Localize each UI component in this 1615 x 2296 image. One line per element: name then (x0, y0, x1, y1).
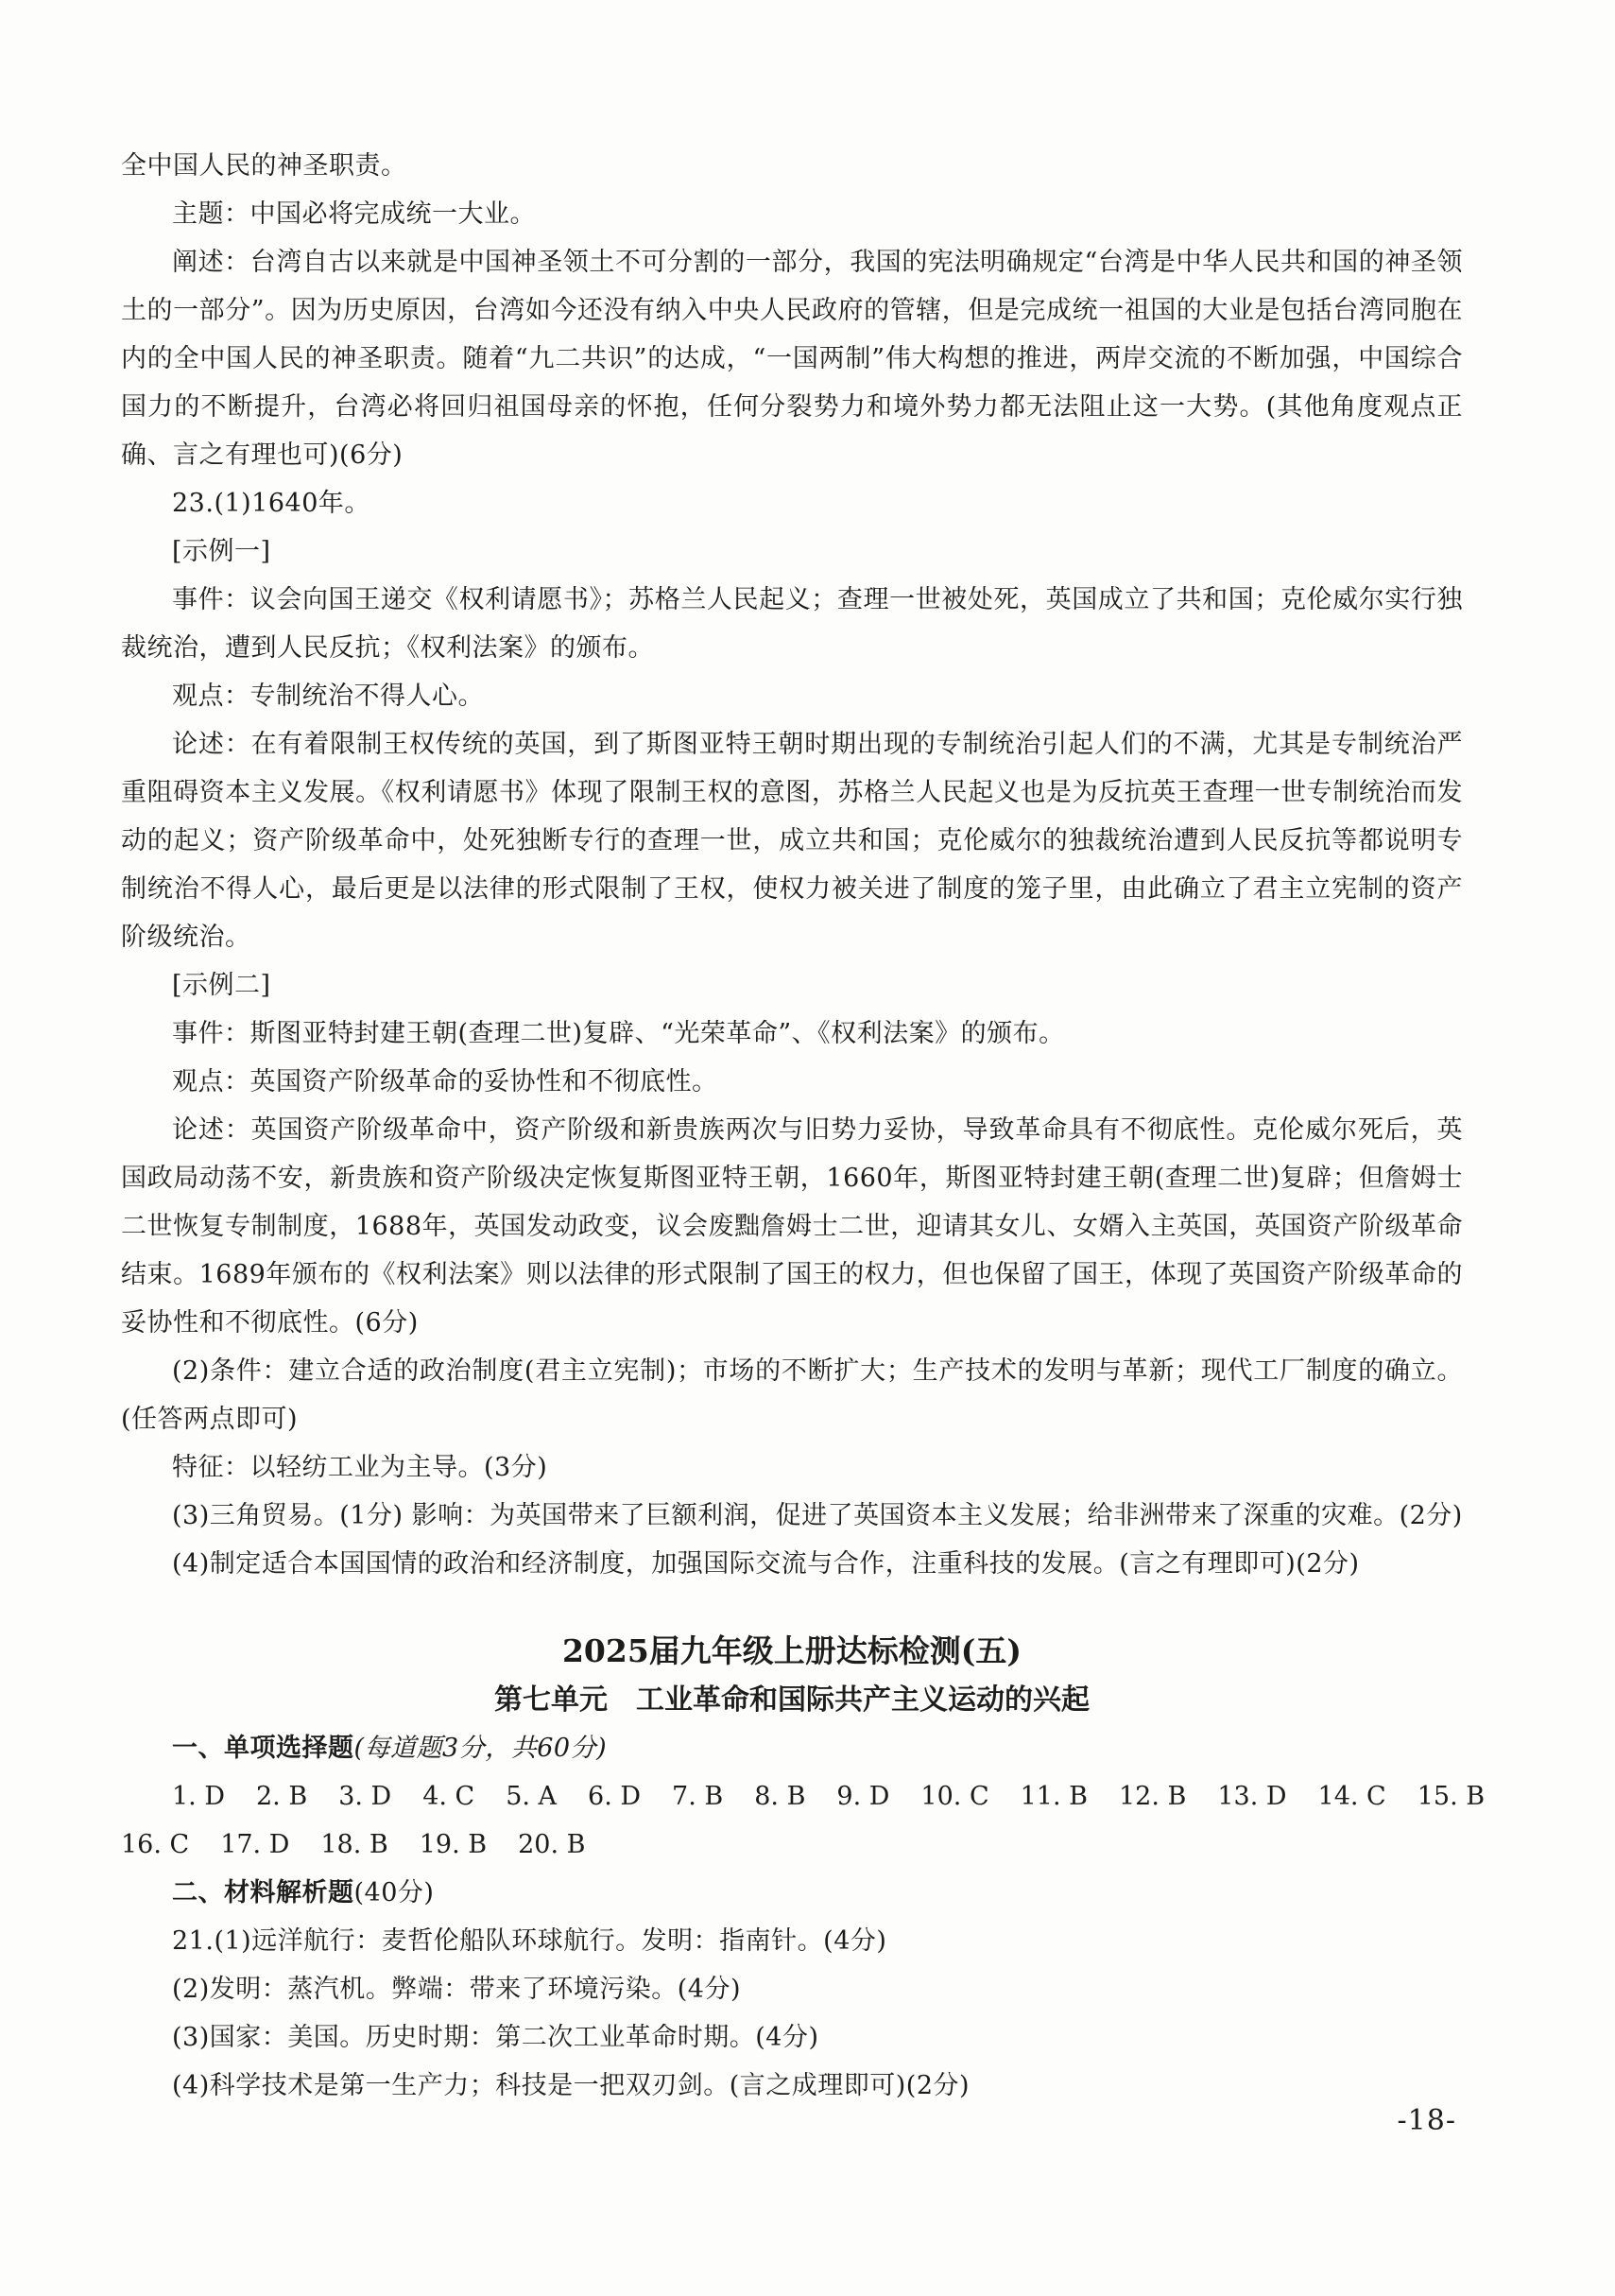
section1-heading: 一、单项选择题 (172, 1734, 354, 1763)
page-content (121, 142, 1486, 2110)
answer-item: 13. D (1217, 1782, 1287, 1811)
q22-elaboration: 阐述：台湾自古以来就是中国神圣领土不可分割的一部分，我国的宪法明确规定“台湾是中华人民共和国的神圣领土的一部分”。因为历史原因，台湾如今还没有纳入中央人民政府的管辖，但是完成统一祖国的大业是包括台湾同胞在内的全中国人民的神圣职责。随着“九二共识”的达成，“一国两制”伟大构想的推进，两岸交流的不断加强，中国综合国力的不断提升，台湾必将回归祖国母亲的怀抱，任何分裂势力和境外势力都无法阻止这一大势。(其他角度观点正确、言之有理也可)(6分) (121, 248, 1463, 470)
section2-heading: 二、材料解析题 (172, 1878, 354, 1908)
answer-item: 16. C (121, 1830, 190, 1859)
unit-title: 第七单元 工业革命和国际共产主义运动的兴起 (494, 1683, 1090, 1717)
q23-example2-argument: 论述：英国资产阶级革命中，资产阶级和新贵族两次与旧势力妥协，导致革命具有不彻底性。克伦威尔死后，英国政局动荡不安，新贵族和资产阶级决定恢复斯图亚特王朝，1660年，斯图亚特封建王朝(查理二世)复辟；但詹姆士二世恢复专制制度，1688年，英国发动政变，议会废黜詹姆士二世，迎请其女儿、女婿入主英国，英国资产阶级革命结束。1689年颁布的《权利法案》则以法律的形式限制了国王的权力，但也保留了国王，体现了英国资产阶级革命的妥协性和不彻底性。(6分) (121, 1115, 1463, 1338)
q23-example2-events: 事件：斯图亚特封建王朝(查理二世)复辟、“光荣革命”、《权利法案》的颁布。 (172, 1019, 1065, 1048)
section1-heading-line (121, 1724, 1463, 1772)
q23-example2-viewpoint: 观点：英国资产阶级革命的妥协性和不彻底性。 (172, 1067, 718, 1096)
answer-item: 14. C (1317, 1782, 1386, 1811)
q23-part1: 23.(1)1640年。 (172, 489, 370, 518)
answer-item: 8. B (754, 1782, 806, 1811)
answer-item: 18. B (320, 1830, 388, 1859)
q23-example2-label: [示例二] (172, 971, 271, 1000)
q21-part3: (3)国家：美国。历史时期：第二次工业革命时期。(4分) (172, 2023, 819, 2052)
section-spacer (121, 1588, 1463, 1626)
section2-heading-line (121, 1869, 1463, 1917)
answer-item: 17. D (220, 1830, 290, 1859)
section2-note: (40分) (353, 1878, 435, 1908)
q21-part2: (2)发明：蒸汽机。弊端：带来了环境污染。(4分) (172, 1975, 741, 2004)
answer-item: 4. C (422, 1782, 475, 1811)
q23-part4: (4)制定适合本国国情的政治和经济制度，加强国际交流与合作，注重科技的发展。(言之有理即可)(2分) (172, 1549, 1360, 1579)
q22-theme: 主题：中国必将完成统一大业。 (172, 199, 536, 229)
section1-note: (每道题3分，共60分) (353, 1734, 608, 1763)
answer-item: 6. D (588, 1782, 642, 1811)
answer-item: 1. D (172, 1782, 225, 1811)
q23-example1-argument: 论述：在有着限制王权传统的英国，到了斯图亚特王朝时期出现的专制统治引起人们的不满，尤其是专制统治严重阻碍资本主义发展。《权利请愿书》体现了限制王权的意图，苏格兰人民起义也是为反抗英王查理一世专制统治而发动的起义；资产阶级革命中，处死独断专行的查理一世，成立共和国；克伦威尔的独裁统治遭到人民反抗等都说明专制统治不得人心，最后更是以法律的形式限制了王权，使权力被关进了制度的笼子里，由此确立了君主立宪制的资产阶级统治。 (121, 730, 1463, 952)
answer-item: 5. A (506, 1782, 558, 1811)
answer-item: 12. B (1118, 1782, 1187, 1811)
answer-item: 15. B (1417, 1782, 1486, 1811)
answers-row-1 (121, 1772, 1486, 1821)
q23-example1-label: [示例一] (172, 537, 271, 566)
answer-item: 20. B (518, 1830, 586, 1859)
q21-part1: 21.(1)远洋航行：麦哲伦船队环球航行。发明：指南针。(4分) (172, 1926, 887, 1956)
q23-part2-conditions: (2)条件：建立合适的政治制度(君主立宪制)；市场的不断扩大；生产技术的发明与革新；现代工厂制度的确立。(任答两点即可) (121, 1356, 1463, 1434)
answers-row-2 (121, 1821, 1463, 1869)
q23-example1-events: 事件：议会向国王递交《权利请愿书》；苏格兰人民起义；查理一世被处死，英国成立了共和国；克伦威尔实行独裁统治，遭到人民反抗；《权利法案》的颁布。 (121, 585, 1463, 663)
q23-example1-viewpoint: 观点：专制统治不得人心。 (172, 682, 484, 711)
q23-part2-features: 特征：以轻纺工业为主导。(3分) (172, 1453, 548, 1482)
answer-item: 10. C (920, 1782, 989, 1811)
answer-item: 3. D (338, 1782, 392, 1811)
q22-continuation-line: 全中国人民的神圣职责。 (121, 151, 407, 181)
answer-item: 2. B (256, 1782, 308, 1811)
answer-item: 11. B (1020, 1782, 1088, 1811)
q23-part3: (3)三角贸易。(1分) 影响：为英国带来了巨额利润，促进了英国资本主义发展；给非洲带来了深重的灾难。(2分) (172, 1501, 1463, 1530)
exam-title: 2025届九年级上册达标检测(五) (561, 1632, 1022, 1669)
answer-item: 7. B (672, 1782, 724, 1811)
answer-item: 19. B (419, 1830, 488, 1859)
answer-item: 9. D (836, 1782, 890, 1811)
page-number: -18- (1397, 2104, 1456, 2137)
q21-part4: (4)科学技术是第一生产力；科技是一把双刃剑。(言之成理即可)(2分) (172, 2071, 971, 2100)
